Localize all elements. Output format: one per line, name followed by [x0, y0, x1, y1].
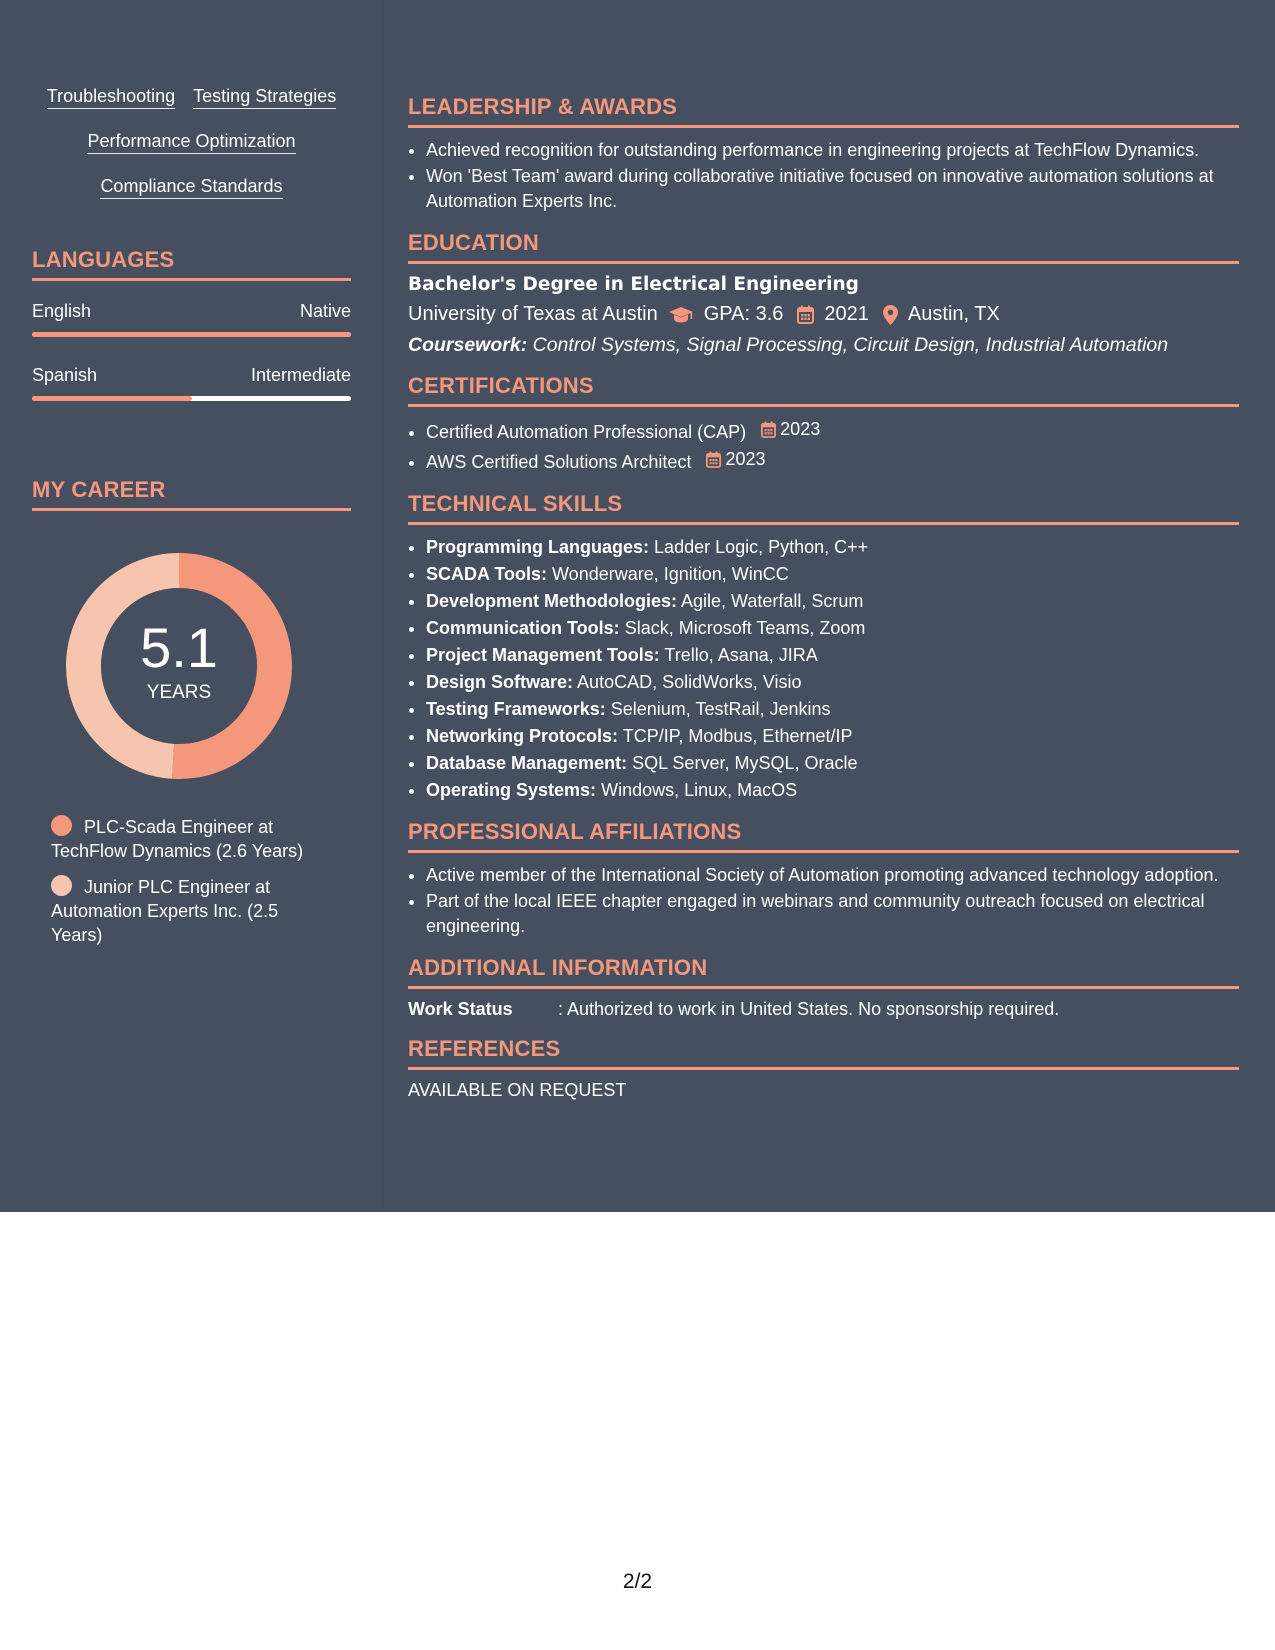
- languages-heading: LANGUAGES: [32, 247, 351, 281]
- technical-skills-section: [408, 491, 1239, 803]
- calendar-icon: [761, 421, 776, 438]
- skill-tag: Performance Optimization: [87, 131, 295, 154]
- skill-tag: Testing Strategies: [193, 86, 336, 109]
- references-text: AVAILABLE ON REQUEST: [408, 1080, 627, 1100]
- left-column: [32, 86, 351, 959]
- skill-item: [426, 778, 1239, 803]
- skill-label: SCADA Tools:: [426, 564, 547, 584]
- skill-item: [426, 670, 1239, 695]
- coursework-label: Coursework:: [408, 334, 528, 356]
- calendar-icon: [797, 305, 814, 324]
- page-number: 2/2: [622, 1570, 653, 1593]
- skill-value: Windows, Linux, MacOS: [601, 780, 798, 800]
- skill-label: Communication Tools:: [426, 618, 620, 638]
- skill-label: Development Methodologies:: [426, 591, 678, 611]
- language-name: Spanish: [32, 365, 98, 385]
- graduation-year: 2021: [824, 303, 869, 325]
- skill-tag: Compliance Standards: [100, 176, 282, 199]
- skill-item: [426, 535, 1239, 560]
- certifications-heading: CERTIFICATIONS: [408, 373, 1239, 407]
- career-legend: [51, 815, 331, 947]
- certification-year: 2023: [725, 449, 766, 469]
- right-column: [408, 94, 1239, 1117]
- skill-value: SQL Server, MySQL, Oracle: [632, 753, 858, 773]
- calendar-icon: [706, 451, 721, 468]
- language-level: Intermediate: [250, 365, 351, 385]
- legend-dot: [51, 815, 72, 836]
- column-divider: [382, 0, 383, 1212]
- skill-tag: Troubleshooting: [47, 86, 175, 109]
- school-name: University of Texas at Austin: [408, 303, 658, 325]
- skill-item: [426, 697, 1239, 722]
- skill-item: [426, 589, 1239, 614]
- skill-label: Project Management Tools:: [426, 645, 660, 665]
- legend-dot: [51, 875, 72, 896]
- coursework-list: Control Systems, Signal Processing, Circuit Design, Industrial Automation: [532, 334, 1169, 356]
- list-item: • Achieved recognition for outstanding performance in engineering projects at TechFlow Dynamics.: [426, 138, 1239, 163]
- degree-title: Bachelor's Degree in Electrical Engineering: [408, 274, 859, 295]
- language-spanish: [32, 365, 351, 401]
- graduation-cap-icon: [668, 306, 694, 324]
- language-bar: [32, 332, 351, 337]
- education-meta: [408, 303, 1239, 326]
- language-bar-fill: [32, 396, 192, 401]
- leadership-heading: LEADERSHIP & AWARDS: [408, 94, 1239, 128]
- technical-skills-list: [408, 535, 1239, 803]
- certification-year: 2023: [780, 419, 821, 439]
- language-bar: [32, 396, 351, 401]
- gpa: GPA: 3.6: [703, 303, 784, 325]
- list-item: • Part of the local IEEE chapter engaged in webinars and community outreach focused on electrical engineering.: [426, 889, 1239, 939]
- skill-value: Agile, Waterfall, Scrum: [681, 591, 864, 611]
- skill-item: [426, 724, 1239, 749]
- legend-item: [51, 815, 331, 863]
- skill-label: Networking Protocols:: [426, 726, 619, 746]
- work-status-label: Work Status: [408, 999, 513, 1019]
- skill-label: Testing Frameworks:: [426, 699, 606, 719]
- education-section: [408, 230, 1239, 357]
- skill-label: Programming Languages:: [426, 537, 650, 557]
- map-pin-icon: [883, 305, 898, 325]
- technical-skills-heading: TECHNICAL SKILLS: [408, 491, 1239, 525]
- education-heading: EDUCATION: [408, 230, 1239, 264]
- certification-name: AWS Certified Solutions Architect: [426, 452, 692, 472]
- affiliations-heading: PROFESSIONAL AFFILIATIONS: [408, 819, 1239, 853]
- skill-value: Ladder Logic, Python, C++: [654, 537, 869, 557]
- career-total-unit: YEARS: [146, 682, 212, 703]
- work-status-value: : Authorized to work in United States. No sponsorship required.: [558, 999, 1060, 1019]
- skill-item: [426, 751, 1239, 776]
- certification-item: [426, 417, 1239, 445]
- skill-label: Operating Systems:: [426, 780, 597, 800]
- skill-value: Selenium, TestRail, Jenkins: [610, 699, 831, 719]
- skill-item: [426, 562, 1239, 587]
- leadership-section: [408, 94, 1239, 214]
- school-location: Austin, TX: [907, 303, 1000, 325]
- language-level: Native: [299, 301, 351, 321]
- legend-item: [51, 875, 331, 947]
- career-heading: MY CAREER: [32, 477, 351, 511]
- career-total-years: 5.1: [140, 616, 218, 679]
- list-item: • Won 'Best Team' award during collaborative initiative focused on innovative automation solutions at Automation Experts Inc.: [426, 164, 1239, 214]
- skill-value: AutoCAD, SolidWorks, Visio: [577, 672, 802, 692]
- skill-tags: [32, 86, 351, 199]
- list-item: • Active member of the International Society of Automation promoting advanced technology adoption.: [426, 863, 1239, 888]
- skill-label: Database Management:: [426, 753, 628, 773]
- certifications-section: [408, 373, 1239, 475]
- additional-info-section: [408, 955, 1239, 1020]
- language-name: English: [32, 301, 92, 321]
- skill-value: Wonderware, Ignition, WinCC: [552, 564, 789, 584]
- certification-item: [426, 447, 1239, 475]
- legend-label: Junior PLC Engineer at Automation Experts Inc. (2.5 Years): [51, 877, 279, 945]
- career-donut-chart: [66, 553, 292, 779]
- work-status-row: [408, 999, 1239, 1020]
- certification-name: Certified Automation Professional (CAP): [426, 422, 747, 442]
- skill-value: Trello, Asana, JIRA: [664, 645, 818, 665]
- skill-item: [426, 643, 1239, 668]
- coursework: [408, 334, 1239, 357]
- skill-value: Slack, Microsoft Teams, Zoom: [624, 618, 866, 638]
- skill-label: Design Software:: [426, 672, 574, 692]
- additional-info-heading: ADDITIONAL INFORMATION: [408, 955, 1239, 989]
- affiliations-section: [408, 819, 1239, 939]
- language-english: [32, 301, 351, 337]
- references-section: [408, 1036, 1239, 1101]
- skill-item: [426, 616, 1239, 641]
- legend-label: PLC-Scada Engineer at TechFlow Dynamics (2.6 Years): [51, 817, 304, 861]
- language-bar-fill: [32, 332, 351, 337]
- skill-value: TCP/IP, Modbus, Ethernet/IP: [622, 726, 853, 746]
- references-heading: REFERENCES: [408, 1036, 1239, 1070]
